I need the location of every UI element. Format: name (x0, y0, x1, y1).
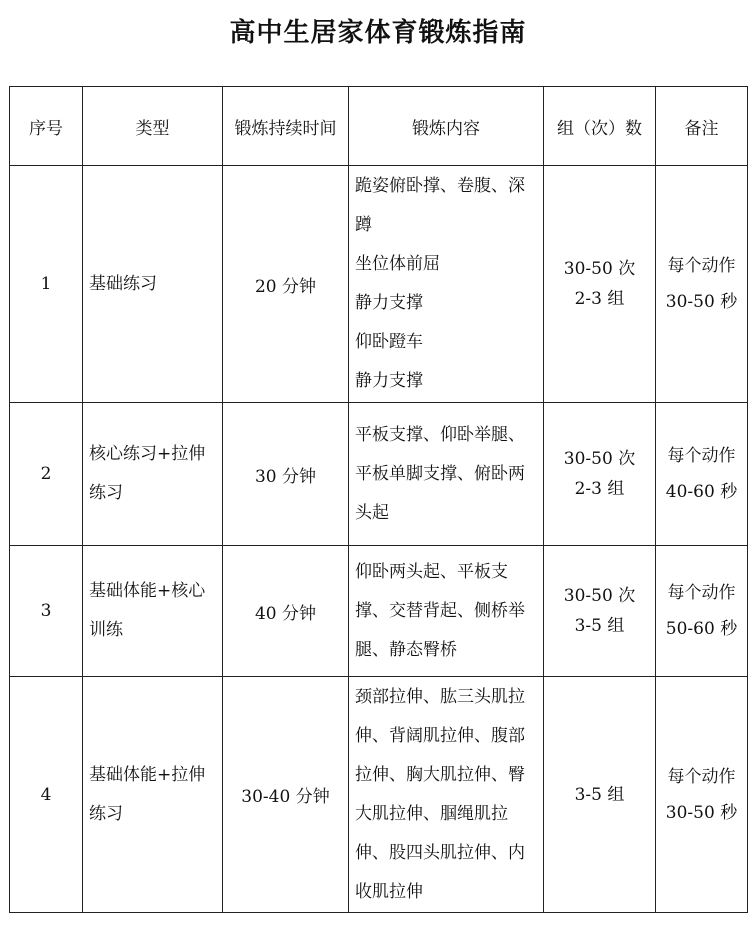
header-count: 组（次）数 (544, 87, 656, 166)
cell-index: 4 (10, 677, 83, 913)
cell-duration: 40 分钟 (223, 546, 349, 677)
cell-duration: 30-40 分钟 (223, 677, 349, 913)
cell-note (656, 403, 748, 546)
header-note: 备注 (656, 87, 748, 166)
table-header-row (10, 87, 748, 166)
note-line: 50-60 秒 (665, 619, 738, 639)
cell-type: 基础体能+拉伸练习 (83, 677, 223, 913)
cell-type: 基础体能+核心训练 (83, 546, 223, 677)
header-content: 锻炼内容 (349, 87, 544, 166)
cell-note (656, 546, 748, 677)
header-type: 类型 (83, 87, 223, 166)
note-line: 每个动作 (667, 256, 736, 276)
note-line: 每个动作 (667, 583, 736, 603)
cell-count (544, 403, 656, 546)
cell-note (656, 677, 748, 913)
note-line: 40-60 秒 (665, 482, 738, 502)
count-line: 2-3 组 (574, 479, 625, 499)
content-line: 静力支撑 (355, 293, 423, 313)
note-line: 30-50 秒 (665, 802, 738, 823)
content-line: 平板支撑、仰卧举腿、平板单脚支撑、俯卧两头起 (355, 424, 525, 523)
header-index: 序号 (10, 87, 83, 166)
content-line: 坐位体前屈 (355, 254, 440, 274)
note-line: 30-50 秒 (665, 292, 738, 312)
count-line: 3-5 组 (574, 616, 625, 636)
cell-count (544, 546, 656, 677)
cell-content (349, 546, 544, 677)
table-row (10, 677, 748, 913)
cell-duration: 30 分钟 (223, 403, 349, 546)
document-title: 高中生居家体育锻炼指南 (229, 18, 527, 48)
note-line: 每个动作 (667, 766, 736, 787)
cell-content (349, 403, 544, 546)
cell-count (544, 677, 656, 913)
table-row (10, 546, 748, 677)
note-line: 每个动作 (667, 446, 736, 466)
cell-note (656, 166, 748, 403)
count-line: 30-50 次 (563, 586, 636, 606)
content-line: 跪姿俯卧撑、卷腹、深蹲 (355, 176, 525, 235)
cell-content (349, 677, 544, 913)
table-row (10, 166, 748, 403)
cell-index: 2 (10, 403, 83, 546)
count-line: 30-50 次 (563, 259, 636, 279)
cell-content (349, 166, 544, 403)
table-row (10, 403, 748, 546)
content-line: 仰卧蹬车 (355, 332, 423, 352)
cell-duration: 20 分钟 (223, 166, 349, 403)
exercise-guide-table (9, 86, 748, 913)
cell-type: 基础练习 (83, 166, 223, 403)
count-line: 2-3 组 (574, 289, 625, 309)
header-duration: 锻炼持续时间 (223, 87, 349, 166)
cell-count (544, 166, 656, 403)
cell-index: 3 (10, 546, 83, 677)
content-line: 颈部拉伸、肱三头肌拉伸、背阔肌拉伸、腹部拉伸、胸大肌拉伸、臀大肌拉伸、腘绳肌拉伸、股四头肌拉伸、内收肌拉伸 (355, 686, 525, 902)
cell-type: 核心练习+拉伸练习 (83, 403, 223, 546)
count-line: 3-5 组 (574, 784, 625, 805)
count-line: 30-50 次 (563, 449, 636, 469)
content-line: 静力支撑 (355, 371, 423, 391)
cell-index: 1 (10, 166, 83, 403)
content-line: 仰卧两头起、平板支撑、交替背起、侧桥举腿、静态臀桥 (355, 561, 525, 660)
